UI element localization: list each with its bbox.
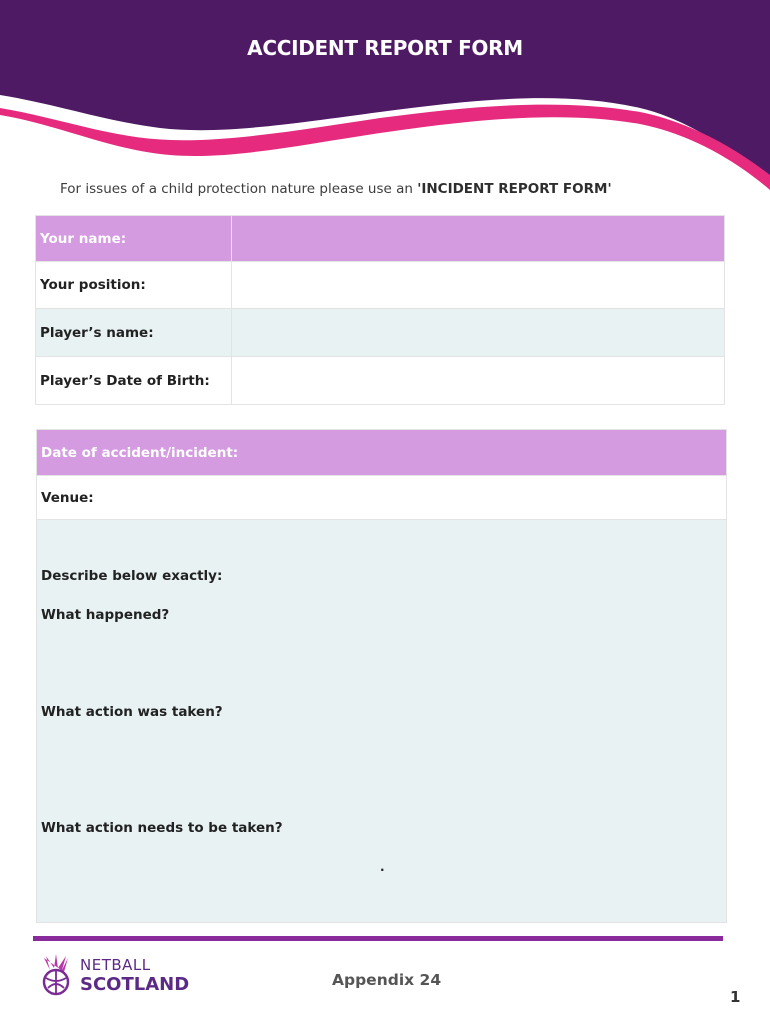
- intro-emphasis: 'INCIDENT REPORT FORM': [417, 181, 612, 197]
- describe-label: Describe below exactly:: [41, 568, 223, 584]
- table-row: [37, 520, 727, 923]
- action-taken-label: What action was taken?: [41, 704, 223, 720]
- table-row: [37, 476, 727, 520]
- table-row: [36, 357, 725, 405]
- venue-field[interactable]: Venue:: [37, 476, 727, 520]
- personal-details-table: [35, 215, 725, 405]
- intro-note: [60, 181, 612, 197]
- players-dob-field[interactable]: [232, 357, 725, 405]
- action-needed-label: What action needs to be taken?: [41, 820, 283, 836]
- footer-divider: [33, 936, 723, 941]
- table-row: [36, 216, 725, 262]
- table-row: [37, 430, 727, 476]
- header-banner: [0, 0, 770, 200]
- incident-details-table: [36, 429, 727, 923]
- appendix-label: Appendix 24: [332, 971, 442, 989]
- page-number: 1: [730, 988, 741, 1006]
- netball-scotland-logo: [36, 952, 190, 1000]
- your-name-label: Your name:: [36, 216, 232, 262]
- your-name-field[interactable]: [232, 216, 725, 262]
- page-title: ACCIDENT REPORT FORM: [247, 36, 523, 60]
- description-area[interactable]: [37, 520, 727, 923]
- logo-text-netball: NETBALL: [80, 956, 151, 974]
- stray-dot: .: [380, 860, 385, 874]
- players-name-field[interactable]: [232, 309, 725, 357]
- players-name-label: Player’s name:: [36, 309, 232, 357]
- what-happened-label: What happened?: [41, 607, 170, 623]
- date-of-incident-field[interactable]: Date of accident/incident:: [37, 430, 727, 476]
- players-dob-label: Player’s Date of Birth:: [36, 357, 232, 405]
- thistle-icon: [36, 952, 76, 1000]
- table-row: [36, 262, 725, 309]
- your-position-field[interactable]: [232, 262, 725, 309]
- table-row: [36, 309, 725, 357]
- logo-text-scotland: SCOTLAND: [80, 974, 190, 995]
- your-position-label: Your position:: [36, 262, 232, 309]
- intro-text: For issues of a child protection nature please use an: [60, 181, 418, 197]
